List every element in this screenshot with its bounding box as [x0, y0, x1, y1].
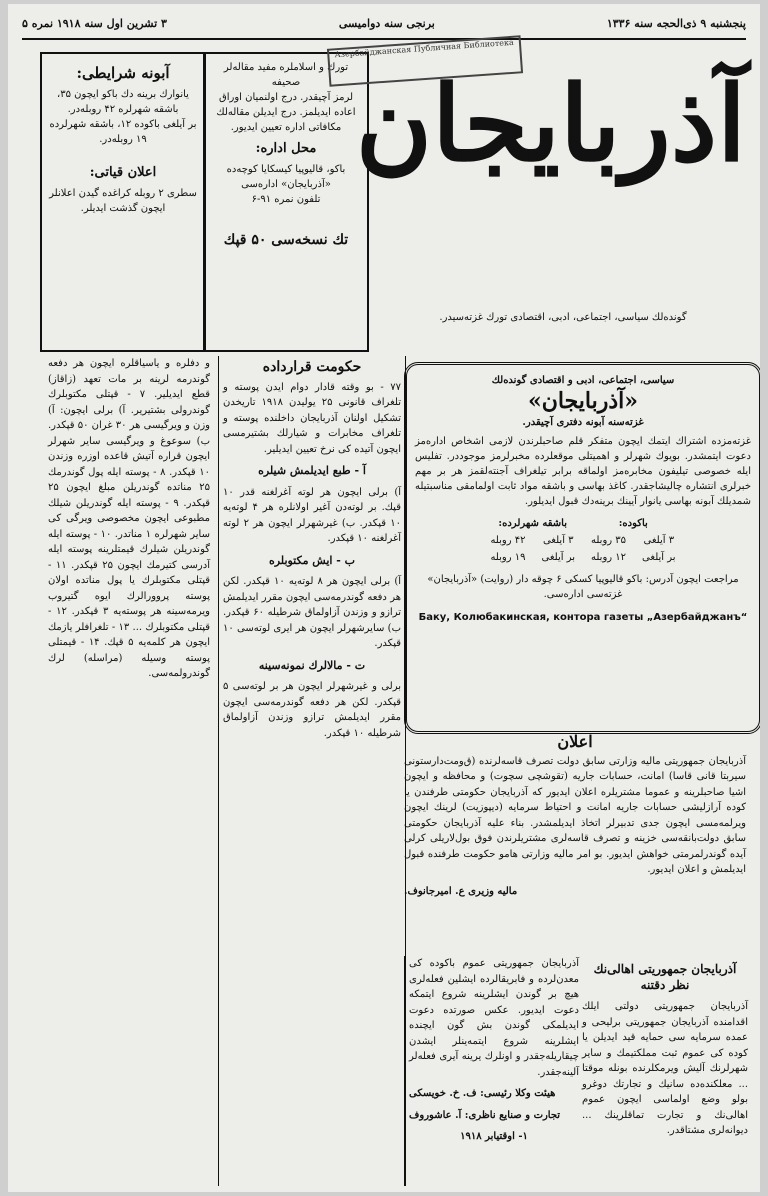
- finance-ministry-notice: [404, 730, 746, 899]
- advert-address: مراجعت ایچون آدرس: باكو قالیوپیا كسكی ۶ چوقه دار (روایت) «آذربایجان» غزته‌سی اداره‌سی.: [427, 574, 739, 600]
- rates-cell: ۱۹ روبله: [490, 552, 526, 563]
- rates-cell: بر آیلغی: [541, 552, 575, 563]
- notice-text: آذربایجان جمهوریتی مالیه وزارتی سابق دولت تصرف قاسه‌لرنده (ق‌ومت‌دار‌ستونی سیربتا قانی قاسا) امانت، حسابات جاریه (تقوشچی سچوت) و محافظه و ایچون اشیا صاحبلرینه و عموما مشتریلره اعلان ایدیور كه آذربایجان حكومتی طرفندن یا كوده آرازلیشی حسابات جاریه امانت و احتیاط سرمایه (دیپوزیت) لرینك ایچون ویرلمه‌مسی ایچون جدی تدبیرلر اتخاذ ایدیلمشدر. بناء علیه آذربایجان حكومتی سابق دولت‌بانقه‌سی خزینه و تصرف قاسه‌لری مشتریلرندن فوق بول‌لاریلی كرلی آیده گوندرلمرمتی خواهش ایدیور. بو امر مالیه وزارتی هامو حكومت طرفنده قبول ایدیلمش و اعلان ایدیور.: [404, 755, 746, 875]
- office-line-2: «آذربایجان» اداره‌سی: [241, 179, 331, 190]
- masthead-title: آذربایجان: [355, 62, 746, 185]
- newspaper-page: [8, 4, 760, 1192]
- advert-russian-address: Баку, Колюбакинская, контора газеты „Азербайджанъ“: [418, 612, 748, 623]
- notice-signature: مالیه وزیری ع. امیرجانوف.: [404, 885, 518, 897]
- public-notice-column: [582, 956, 748, 1186]
- rates-cell: ۳۵ روبله: [591, 535, 627, 546]
- masthead-tagline: گونده‌لك سیاسی، اجتماعی، ادبی، اقتصادی تورك غزته‌سیدر.: [439, 312, 687, 323]
- rates-row: [482, 532, 683, 549]
- public-notice-text: آذربایجان جمهوریتی دولتی ایلك اقدامنده آذربایجان جمهوریتی برلیحی و عمده سرمایه سی حمایه قید ایدیلن یا كوده كی عموم ثبت مملكتیمك و سایر شهرلرنك آلیش ویرمكلرنده بونله موقتا ... معلكنده‌ده سانیك و تجارتك دوغرو بولو وضع اولماسی ایچون عموم اهالی‌نك و تجارت تماقلرینك ... دیوانه‌لری مشتاقدر.: [582, 1001, 748, 1136]
- column-government-decree: [218, 356, 406, 1186]
- dateline-right: پنجشنبه ۹ ذی‌الحجه سنه ۱۳۳۶: [606, 16, 746, 30]
- ads-line-1: سطری ۲ روبله كراغده گیدن اعلانلر: [49, 188, 197, 199]
- rates-header-other: باشقه شهرلرده:: [498, 518, 567, 529]
- decree-section-3-heading: ت - مالالرك نمونه‌سینه: [258, 658, 366, 672]
- subscription-line-3: بر آیلغی باكوده ۱۲، باشقه شهرلرده: [49, 119, 197, 130]
- signature-prime-minister: هیئت وكلا رئیسی: ف. خ. خویسكی: [409, 1088, 556, 1099]
- rates-cell: بر آیلغی: [642, 552, 676, 563]
- advert-body: غزته‌مزده اشتراك ایتمك ایچون متفكر قلم صاحبلرندن لازمی اشخاص اداره‌مز دعوت ایتمشدر. بویوك شهرلر و اهمیتلی موقعلرده مخبرلرمز موجوددر. تفلیس ایله خصوصی تیلیفون مخابره‌مز اولماقه برابر تیلغراف آجنته‌لقمز هر بر مهم خبرلری انتشاره چالیشاجقدر. كاغذ بهاسی و باشقه مواد ثابت اولمامقی مناسبتیله شمدیلك آبونه بهاسی یانوار آیینك برینه‌دك قبول ایدیلور.: [415, 436, 751, 507]
- advert-intro: سیاسی، اجتماعی، ادبی و اقتصادی گونده‌لك: [491, 375, 675, 386]
- subscription-line-4: ۱۹ روبله‌در.: [99, 134, 147, 145]
- workers-call-text: آذربایجان جمهوریتی عموم باكوده كی معدن‌لرده و فابریقالرده ایشلین فعله‌لری هیچ بر گوندن ایشلرینه شروع ایتمكه دعوت ایدیور. عكس صورتده دعوت ایدیلمكی گوندن بش گون ایچنده ایشلرینه شروع ایتمه‌ینلر ایشدن چیقاریله‌جقدر و اونلرك یرینه آیری فعله‌لر آلینه‌جقدر.: [409, 958, 579, 1078]
- decree-intro: ۷۷ - بو وقته قادار دوام ایدن پوسته و تلغراف قانونی ۲۵ یولیدن ۱۹۱۸ تاریخدن تشكیل اولنان آذربایجان داخلنده پوسته و تلغراف مخابرات و شیارلك بشتیرمسی ایچون آتیده كی نرخ تعیین ایدیلیر.: [223, 381, 401, 455]
- rates-cell: ۳ آیلغی: [542, 535, 574, 546]
- issue-price: تك نسخه‌سی ۵۰ قپك: [223, 232, 349, 248]
- dateline-left: ۳ تشرین اول سنه ۱۹۱۸ نمره ۵: [22, 16, 167, 30]
- signature-trade-minister: تجارت و صنایع ناظری: آ. عاشوروف: [409, 1109, 561, 1121]
- rates-cell: ۴۲ روبله: [490, 535, 526, 546]
- library-stamp: Азербайджанская Публичная Библиотека: [327, 35, 523, 86]
- decree-section-1-heading: آ - طبع ایدیلمش شیلره: [258, 464, 366, 477]
- editorial-info-box: [203, 52, 369, 352]
- ads-title: اعلان قیاتی:: [89, 165, 157, 180]
- public-notice-heading: آذربایجان جمهوریتی اهالی‌نك نظر دقتنه: [593, 962, 737, 992]
- workers-call-column: [404, 956, 579, 1186]
- dateline-center: برنجی سنه دوامیسی: [338, 16, 435, 30]
- notice-heading: اعلان: [557, 732, 593, 751]
- rates-cell: ۳ آیلغی: [643, 535, 675, 546]
- rates-row: [482, 549, 683, 566]
- subscription-box: [40, 52, 206, 352]
- dateline: [22, 8, 746, 40]
- decree-section-2-heading: ب - ایش مكتوبلره: [268, 553, 356, 567]
- office-line-3: تلفون نمره ۹۱-۶: [251, 194, 321, 205]
- editorial-note-4: مكافاتی اداره تعیین ایدیور.: [230, 122, 342, 133]
- rates-cell: ۱۲ روبله: [591, 552, 627, 563]
- decree-section-3-text: برلی و غیرشهرلر ایچون هر بر لوته‌سی ۵ قپكدر. لكن هر دفعه گوندرمه‌سی ایچون مقرر ایدیلمش ترازو وزندن آزاولماق شرطیله ۱۰ قپكدر.: [223, 681, 401, 739]
- advert-paper-name: «آذربایجان»: [527, 388, 639, 414]
- call-date: ۱- اوقتیابر ۱۹۱۸: [460, 1131, 528, 1142]
- editorial-note-2: لرمز آچیقدر. درج اولنمیان اوراق: [218, 92, 354, 103]
- advert-rates-table: [482, 515, 683, 566]
- subscription-line-1: یانوارك برینه دك باكو ایچون ۳۵،: [57, 89, 189, 100]
- office-line-1: باكو، قالیوپیا كیسكایا كوچه‌ده: [226, 164, 346, 175]
- column-postal-rates: [48, 356, 210, 1186]
- editorial-note-1: تورك و اسلاملره مفید مقاله‌لر صحیفه: [223, 62, 349, 88]
- subscription-title: آبونه شرایطی:: [76, 64, 170, 82]
- editorial-note-3: اعاده ایدیلمز. درج ایدیلن مقاله‌لك: [216, 107, 356, 118]
- rates-header-baku: باكوده:: [618, 518, 648, 529]
- postal-rates-text: و دفلره و یاسیاقلره ایچون هر دفعه گوندرمه لرینه بر مات تعهد (زاقاز) قطع ایدیلیر. ۷ - قپتلی مكتوبلرك گوندرولی بشتیریر. آ) برلی ایچون: آ) وزن و ویرگیسی هر ۳۰ غران ۵۰ قپكدر. ب) سوعوغ و ویرگیسی سایر شهرلر ایچون قراره آتیش قاعده اوزره وزندن ۱۰ قپكدر. ۸ - پوسته ایله پول گوندرمك ۲۵ مناتده گوندریلن مبلغ ایچون ۲۵ قپكدر. ۹ - پوسته ایله گوندریلن شیلك مطبوعی ایچون مخصوصی ویرگی كی سایر شهرلره ۱ مناتدر. ۱۰ - پوسته ایله گوندریلن شیلرك قیمتلرینه پوسته ایله آدرسی كتیرمك ایچون ۲۵ قپكدر. ۱۱ - قپتلی مكتوبلرك یا پول مناتده اولان پوسته پروورالرك ایوه گتیروب ویرمه‌سینه هر پوسته‌یه ۳ قپكدر. ۱۲ - قپتلی مكتوبلرك ... ۱۳ - تلغرافلر یازمك ایچون هر كلمه‌یه ۵ قپك. ۱۴ - قیمتلی پوسته وسیله (مراسله) لرك گوندرولمه‌سی.: [47, 358, 211, 679]
- advert-subscribe: غزته‌سنه آبونه دفتری آچیقدر.: [522, 417, 644, 428]
- newspaper-advert-box: [404, 362, 760, 734]
- decree-section-1-text: آ) برلی ایچون هر لوته آغرلغنه قدر ۱۰ قپك. بر لوته‌دن آغیر اولانلره هر ۴ لوته‌یه ۱۰ قپكدر. ب) غیرشهرلر ایچون هر ۲ لوته آغرلغنه ۱۰ قپكدر.: [223, 486, 401, 544]
- subscription-line-2: باشقه شهرلره ۴۲ روبله‌در.: [67, 104, 179, 115]
- office-title: محل اداره:: [255, 141, 317, 156]
- decree-section-2-text: آ) برلی ایچون هر ۸ لوته‌یه ۱۰ قپكدر. لكن هر دفعه گوندرمه‌سی ایچون مقرر ایدیلمش ترازو و وزندن آزاولماق شرطیله ۶۰ قپكدر. ب) سایرشهرلر ایچون هر ایری لوته‌سی ۱۰ قپكدر.: [223, 576, 402, 649]
- ads-line-2: ایچون گذشت ایدیلر.: [80, 203, 166, 214]
- decree-heading: حكومت قرارداده: [262, 359, 362, 375]
